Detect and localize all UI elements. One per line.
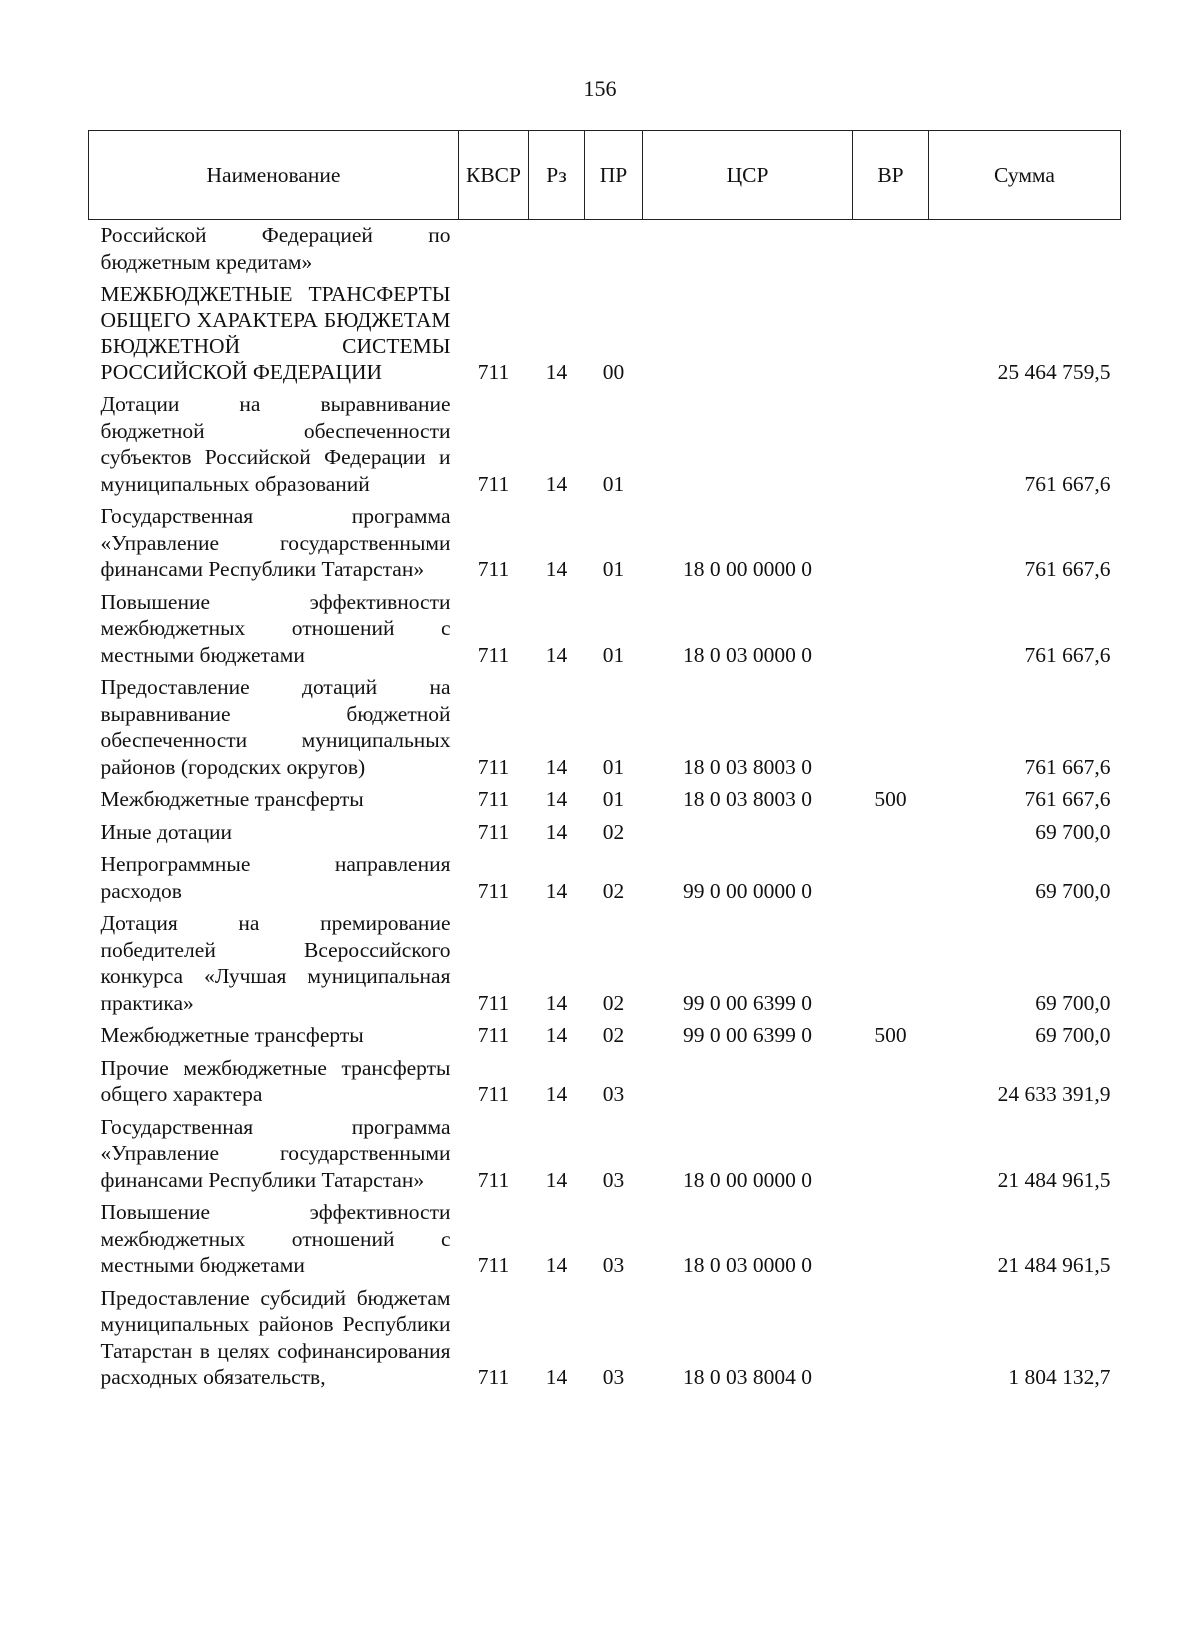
cell-rz: 14: [545, 1253, 568, 1277]
cell-csr: [643, 389, 853, 501]
cell-sum: 1 804 132,7: [1008, 1365, 1111, 1389]
cell-vr: [853, 1053, 929, 1112]
cell-rz: [529, 220, 585, 280]
cell-rz: 14: [545, 1365, 568, 1389]
cell-sum: 761 667,6: [1024, 642, 1111, 667]
cell-vr: [853, 1112, 929, 1198]
cell-name: Российской Федерацией по бюджетным кредитам»: [100, 223, 451, 274]
cell-pr: 03: [602, 1167, 625, 1192]
cell-kvsr: 711: [477, 359, 510, 384]
header-pr: ПР: [585, 131, 643, 220]
cell-name: Непрограммные направления расходов: [100, 852, 451, 903]
cell-pr: 01: [602, 754, 625, 779]
cell-rz: 14: [545, 754, 568, 779]
cell-kvsr: 711: [477, 754, 510, 779]
table-row: [89, 784, 1121, 817]
cell-vr: [853, 501, 929, 587]
cell-pr: [585, 220, 643, 280]
cell-pr: 02: [602, 878, 625, 903]
cell-pr: 03: [602, 1253, 625, 1277]
cell-name: Дотации на выравнивание бюджетной обеспеченности субъектов Российской Федерации и муниципальных образований: [100, 392, 451, 496]
cell-pr: 03: [602, 1082, 625, 1106]
cell-rz: 14: [545, 990, 568, 1015]
cell-rz: 14: [545, 1167, 568, 1192]
table-row: [89, 672, 1121, 784]
cell-pr: 01: [602, 557, 625, 581]
cell-sum: 69 700,0: [1035, 878, 1111, 903]
cell-kvsr: 711: [477, 642, 510, 667]
cell-vr: [853, 672, 929, 784]
cell-csr: [643, 220, 853, 280]
table-row: [89, 849, 1121, 908]
cell-kvsr: 711: [477, 1167, 510, 1192]
cell-pr: 01: [602, 787, 625, 811]
cell-name: Межбюджетные трансферты: [100, 787, 364, 811]
table-row: [89, 817, 1121, 850]
header-vr: ВР: [853, 131, 929, 220]
cell-csr: 18 0 00 0000 0: [683, 1167, 812, 1192]
cell-vr: [853, 220, 929, 280]
header-kvsr: КВСР: [459, 131, 529, 220]
cell-name: Межбюджетные трансферты: [100, 1023, 364, 1047]
table-row: [89, 1020, 1121, 1053]
cell-rz: 14: [545, 1023, 568, 1047]
cell-csr: [643, 279, 853, 389]
cell-name: Государственная программа «Управление государственными финансами Республики Татарстан»: [100, 1114, 451, 1192]
cell-kvsr: 711: [477, 1082, 510, 1106]
cell-csr: [643, 817, 853, 850]
cell-rz: 14: [545, 787, 568, 811]
cell-vr: [853, 587, 929, 673]
cell-sum: 761 667,6: [1024, 787, 1111, 811]
table-row: [89, 501, 1121, 587]
page-number: 156: [583, 76, 617, 101]
cell-csr: 99 0 00 0000 0: [683, 878, 812, 903]
cell-name: Повышение эффективности межбюджетных отношений с местными бюджетами: [100, 589, 451, 667]
cell-pr: 03: [602, 1365, 625, 1389]
cell-csr: 18 0 03 8004 0: [683, 1365, 812, 1389]
cell-name: Прочие межбюджетные трансферты общего характера: [100, 1055, 451, 1106]
cell-rz: 14: [545, 471, 568, 496]
cell-pr: 02: [602, 990, 625, 1015]
cell-csr: 99 0 00 6399 0: [683, 1023, 812, 1047]
cell-pr: 01: [602, 471, 625, 496]
cell-csr: 99 0 00 6399 0: [683, 990, 812, 1015]
cell-name: МЕЖБЮДЖЕТНЫЕ ТРАНСФЕРТЫ ОБЩЕГО ХАРАКТЕРА БЮДЖЕТАМ БЮДЖЕТНОЙ СИСТЕМЫ РОССИЙСКОЙ ФЕДЕРАЦИИ: [100, 282, 451, 384]
cell-sum: 761 667,6: [1024, 557, 1111, 581]
cell-rz: 14: [545, 557, 568, 581]
cell-kvsr: 711: [477, 471, 510, 496]
cell-kvsr: 711: [477, 990, 510, 1015]
header-name: Наименование: [89, 131, 459, 220]
cell-sum: 69 700,0: [1035, 990, 1111, 1015]
cell-vr: [853, 1283, 929, 1395]
cell-kvsr: [459, 220, 529, 280]
cell-csr: 18 0 03 8003 0: [683, 787, 812, 811]
header-sum: Сумма: [929, 131, 1121, 220]
table-body: [89, 220, 1121, 1395]
cell-kvsr: 711: [477, 1365, 510, 1389]
cell-csr: 18 0 00 0000 0: [683, 557, 812, 581]
cell-name: Предоставление дотаций на выравнивание бюджетной обеспеченности муниципальных районов (городских округов): [100, 675, 451, 779]
cell-kvsr: 711: [477, 878, 510, 903]
cell-csr: 18 0 03 8003 0: [683, 754, 812, 779]
cell-sum: 24 633 391,9: [997, 1082, 1111, 1106]
cell-kvsr: 711: [477, 1023, 510, 1047]
cell-kvsr: 711: [477, 819, 510, 844]
cell-csr: [643, 1053, 853, 1112]
cell-sum: 25 464 759,5: [997, 359, 1111, 384]
cell-vr: [853, 908, 929, 1020]
cell-csr: 18 0 03 0000 0: [683, 1253, 812, 1277]
cell-vr: 500: [874, 787, 907, 811]
cell-kvsr: 711: [477, 1253, 510, 1277]
cell-name: Государственная программа «Управление государственными финансами Республики Татарстан»: [100, 504, 451, 581]
cell-rz: 14: [545, 819, 568, 844]
cell-kvsr: 711: [477, 557, 510, 581]
cell-name: Дотация на премирование победителей Всероссийского конкурса «Лучшая муниципальная практика»: [100, 911, 451, 1015]
cell-name: Предоставление субсидий бюджетам муниципальных районов Республики Татарстан в целях софинансирования расходных обязательств,: [100, 1285, 451, 1389]
table-row: [89, 220, 1121, 280]
table-row: [89, 279, 1121, 389]
cell-csr: 18 0 03 0000 0: [683, 642, 812, 667]
table-row: [89, 1197, 1121, 1283]
cell-rz: 14: [545, 878, 568, 903]
cell-vr: 500: [874, 1023, 907, 1047]
table-row: [89, 389, 1121, 501]
cell-vr: [853, 279, 929, 389]
cell-name: Повышение эффективности межбюджетных отношений с местными бюджетами: [100, 1200, 451, 1277]
cell-sum: 761 667,6: [1024, 754, 1111, 779]
table-row: [89, 1112, 1121, 1198]
cell-vr: [853, 817, 929, 850]
cell-sum: 21 484 961,5: [997, 1167, 1111, 1192]
cell-vr: [853, 1197, 929, 1283]
table-row: [89, 587, 1121, 673]
cell-pr: 02: [602, 819, 625, 844]
cell-sum: [929, 220, 1121, 280]
cell-sum: 761 667,6: [1024, 471, 1111, 496]
header-rz: Рз: [529, 131, 585, 220]
cell-pr: 01: [602, 642, 625, 667]
cell-pr: 02: [602, 1023, 625, 1047]
cell-rz: 14: [545, 359, 568, 384]
cell-name: Иные дотации: [100, 819, 233, 844]
cell-vr: [853, 849, 929, 908]
cell-sum: 69 700,0: [1035, 1023, 1111, 1047]
table-row: [89, 1283, 1121, 1395]
cell-rz: 14: [545, 642, 568, 667]
cell-rz: 14: [545, 1082, 568, 1106]
table-header-row: [89, 131, 1121, 220]
cell-pr: 00: [602, 359, 625, 384]
header-csr: ЦСР: [643, 131, 853, 220]
table-row: [89, 908, 1121, 1020]
table-row: [89, 1053, 1121, 1112]
cell-sum: 69 700,0: [1035, 819, 1111, 844]
cell-sum: 21 484 961,5: [997, 1253, 1111, 1277]
cell-vr: [853, 389, 929, 501]
budget-table: [88, 130, 1121, 1395]
cell-kvsr: 711: [477, 787, 510, 811]
